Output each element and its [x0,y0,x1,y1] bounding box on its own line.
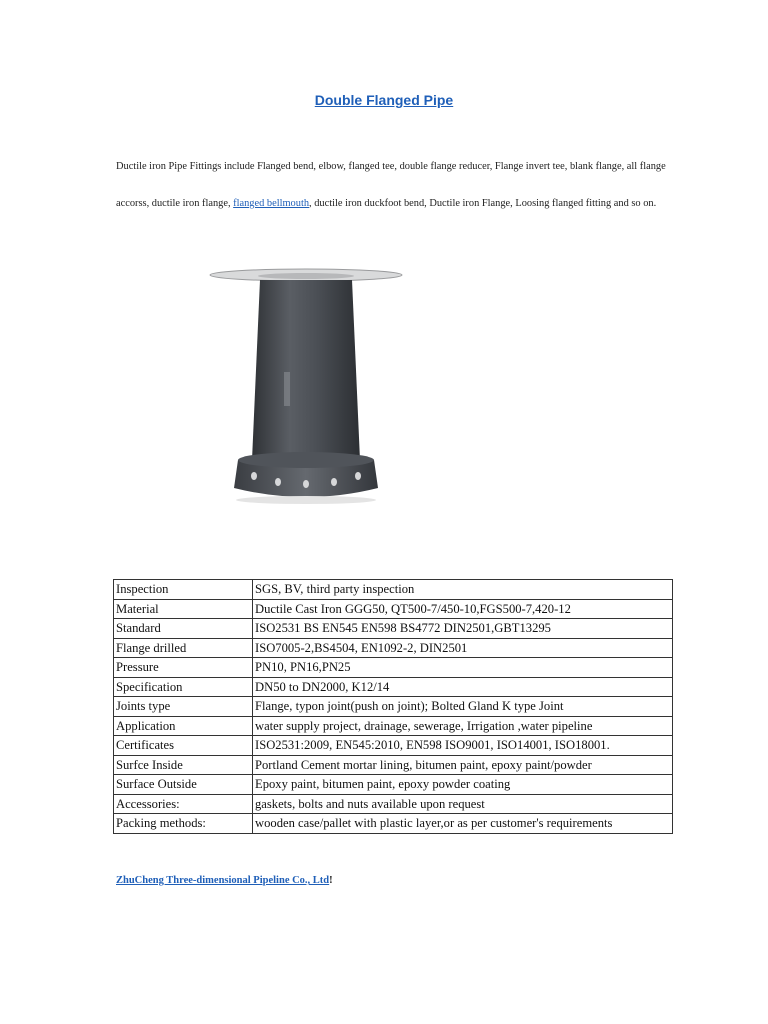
table-row [114,638,673,658]
spec-key-cell: Surface Outside [114,775,253,795]
spec-value-cell: ISO2531 BS EN545 EN598 BS4772 DIN2501,GBT13295 [253,619,673,639]
spec-key-cell: Accessories: [114,794,253,814]
spec-value-cell: DN50 to DN2000, K12/14 [253,677,673,697]
spec-key-cell: Inspection [114,580,253,600]
spec-key-cell: Flange drilled [114,638,253,658]
table-row [114,599,673,619]
footer-suffix: ! [329,875,333,886]
pipe-illustration [206,262,406,506]
table-row [114,580,673,600]
spec-key-cell: Application [114,716,253,736]
page-title: Double Flanged Pipe [314,92,454,108]
spec-value-cell: gaskets, bolts and nuts available upon request [253,794,673,814]
spec-value-cell: wooden case/pallet with plastic layer,or as per customer's requirements [253,814,673,834]
intro-paragraph [116,148,676,222]
spec-value-cell: Flange, typon joint(push on joint); Bolted Gland K type Joint [253,697,673,717]
table-row [114,677,673,697]
spec-value-cell: SGS, BV, third party inspection [253,580,673,600]
spec-key-cell: Packing methods: [114,814,253,834]
spec-key-cell: Joints type [114,697,253,717]
intro-text-after-link: , ductile iron duckfoot bend, Ductile iron Flange, Loosing flanged fitting and so on. [309,198,657,209]
intro-text-before-link: Ductile iron Pipe Fittings include Flanged bend, elbow, flanged tee, double flange reducer, Flange invert tee, blank flange, all flange accorss, ductile iron flange, [116,161,666,209]
spec-value-cell: ISO7005-2,BS4504, EN1092-2, DIN2501 [253,638,673,658]
spec-value-cell: Portland Cement mortar lining, bitumen paint, epoxy paint/powder [253,755,673,775]
table-row [114,716,673,736]
table-row [114,658,673,678]
table-row [114,755,673,775]
specification-table [113,579,673,834]
spec-key-cell: Material [114,599,253,619]
specification-table-body [114,580,673,834]
spec-value-cell: Epoxy paint, bitumen paint, epoxy powder coating [253,775,673,795]
spec-value-cell: water supply project, drainage, sewerage, Irrigation ,water pipeline [253,716,673,736]
footer-line [116,875,333,886]
company-link[interactable]: ZhuCheng Three-dimensional Pipeline Co., Ltd [116,875,330,886]
spec-value-cell: ISO2531:2009, EN545:2010, EN598 ISO9001, ISO14001, ISO18001. [253,736,673,756]
table-row [114,794,673,814]
double-flanged-pipe-photo [206,262,406,506]
table-row [114,775,673,795]
flanged-bellmouth-link[interactable]: flanged bellmouth [233,198,310,209]
table-row [114,697,673,717]
table-row [114,736,673,756]
spec-key-cell: Specification [114,677,253,697]
spec-value-cell: Ductile Cast Iron GGG50, QT500-7/450-10,FGS500-7,420-12 [253,599,673,619]
spec-key-cell: Pressure [114,658,253,678]
spec-key-cell: Certificates [114,736,253,756]
table-row [114,619,673,639]
spec-key-cell: Surfce Inside [114,755,253,775]
spec-value-cell: PN10, PN16,PN25 [253,658,673,678]
table-row [114,814,673,834]
spec-key-cell: Standard [114,619,253,639]
